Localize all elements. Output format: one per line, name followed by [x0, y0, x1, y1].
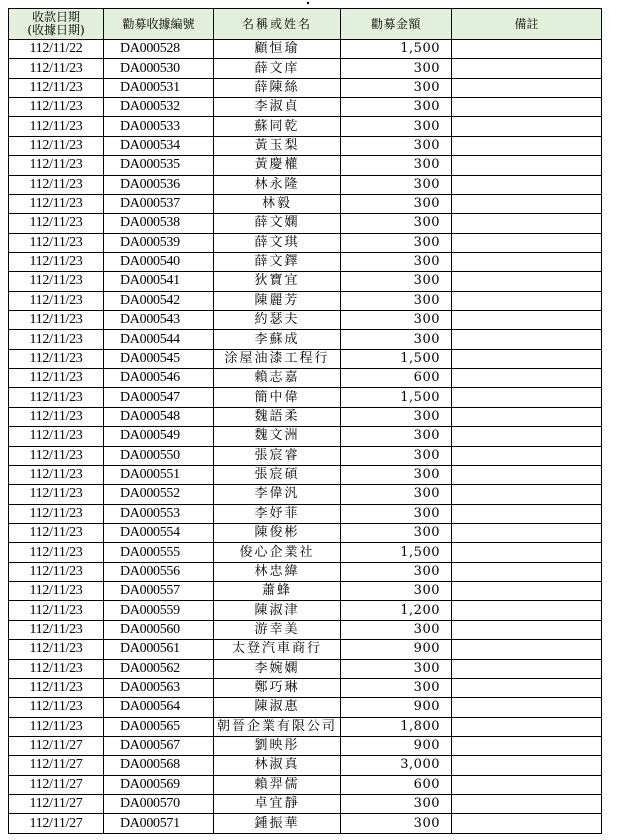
table-body: [9, 40, 602, 834]
cell-note: [452, 40, 602, 59]
cell-receipt-no: DA000530: [104, 59, 214, 78]
cell-note: [452, 523, 602, 542]
cell-receipt-no: DA000567: [104, 736, 214, 755]
cell-receipt-no: DA000538: [104, 214, 214, 233]
cell-receipt-no: DA000557: [104, 582, 214, 601]
cell-name: 游幸美: [214, 620, 341, 639]
table-row: [9, 369, 602, 388]
cell-receipt-no: DA000534: [104, 136, 214, 155]
cell-amount: 300: [341, 620, 452, 639]
cell-amount: 300: [341, 78, 452, 97]
cell-note: [452, 814, 602, 833]
table-row: [9, 349, 602, 368]
table-row: [9, 601, 602, 620]
header-note: 備註: [452, 9, 602, 40]
table-header: [9, 9, 602, 40]
table-row: [9, 562, 602, 581]
cell-receipt-no: DA000563: [104, 678, 214, 697]
cell-date: 112/11/23: [9, 543, 104, 562]
table-row: [9, 795, 602, 814]
cell-date: 112/11/23: [9, 272, 104, 291]
table-row: [9, 620, 602, 639]
table-row: [9, 98, 602, 117]
cell-amount: 300: [341, 407, 452, 426]
cell-receipt-no: DA000565: [104, 717, 214, 736]
cell-receipt-no: DA000537: [104, 194, 214, 213]
cell-note: [452, 388, 602, 407]
table-row: [9, 388, 602, 407]
table-row: [9, 291, 602, 310]
cell-name: 顧恒瑜: [214, 40, 341, 59]
cell-date: 112/11/23: [9, 233, 104, 252]
cell-amount: 300: [341, 465, 452, 484]
cell-name: 李淑貞: [214, 98, 341, 117]
cell-date: 112/11/23: [9, 465, 104, 484]
cell-name: 俊心企業社: [214, 543, 341, 562]
cell-name: 魏語柔: [214, 407, 341, 426]
table-row: [9, 543, 602, 562]
cell-name: 魏文洲: [214, 427, 341, 446]
cell-receipt-no: DA000542: [104, 291, 214, 310]
table-row: [9, 523, 602, 542]
table-row: [9, 194, 602, 213]
cell-note: [452, 465, 602, 484]
cell-receipt-no: DA000552: [104, 485, 214, 504]
cell-receipt-no: DA000561: [104, 640, 214, 659]
cell-receipt-no: DA000550: [104, 446, 214, 465]
cell-date: 112/11/23: [9, 59, 104, 78]
cell-amount: 300: [341, 214, 452, 233]
cell-receipt-no: DA000571: [104, 814, 214, 833]
cell-amount: 300: [341, 659, 452, 678]
cell-note: [452, 543, 602, 562]
cell-note: [452, 582, 602, 601]
cell-name: 陳淑惠: [214, 698, 341, 717]
cell-date: 112/11/27: [9, 795, 104, 814]
table-row: [9, 330, 602, 349]
stray-dot: [307, 2, 309, 4]
header-amount: 勸募金額: [341, 9, 452, 40]
cell-date: 112/11/23: [9, 252, 104, 271]
cell-name: 涂屋油漆工程行: [214, 349, 341, 368]
cell-date: 112/11/23: [9, 640, 104, 659]
cell-note: [452, 717, 602, 736]
cell-date: 112/11/23: [9, 175, 104, 194]
cell-name: 李妤菲: [214, 504, 341, 523]
cell-amount: 600: [341, 369, 452, 388]
cell-date: 112/11/27: [9, 756, 104, 775]
cell-note: [452, 272, 602, 291]
cell-date: 112/11/23: [9, 601, 104, 620]
cell-note: [452, 504, 602, 523]
cell-date: 112/11/23: [9, 717, 104, 736]
cell-amount: 900: [341, 640, 452, 659]
cell-amount: 300: [341, 156, 452, 175]
cell-note: [452, 291, 602, 310]
table-row: [9, 736, 602, 755]
cell-name: 約瑟夫: [214, 311, 341, 330]
cell-date: 112/11/23: [9, 78, 104, 97]
cell-date: 112/11/23: [9, 311, 104, 330]
cell-receipt-no: DA000528: [104, 40, 214, 59]
cell-receipt-no: DA000535: [104, 156, 214, 175]
cell-amount: 300: [341, 311, 452, 330]
cell-note: [452, 194, 602, 213]
cell-note: [452, 446, 602, 465]
cell-amount: 300: [341, 175, 452, 194]
table-row: [9, 756, 602, 775]
cell-note: [452, 214, 602, 233]
cell-note: [452, 156, 602, 175]
cell-note: [452, 427, 602, 446]
cell-amount: 1,200: [341, 601, 452, 620]
cell-note: [452, 775, 602, 794]
table-row: [9, 698, 602, 717]
table-row: [9, 446, 602, 465]
cell-date: 112/11/23: [9, 562, 104, 581]
cell-date: 112/11/23: [9, 388, 104, 407]
cell-receipt-no: DA000554: [104, 523, 214, 542]
cell-note: [452, 562, 602, 581]
table-row: [9, 156, 602, 175]
cell-name: 太登汽車商行: [214, 640, 341, 659]
cell-receipt-no: DA000569: [104, 775, 214, 794]
cell-amount: 3,000: [341, 756, 452, 775]
cell-receipt-no: DA000544: [104, 330, 214, 349]
cell-receipt-no: DA000560: [104, 620, 214, 639]
table-row: [9, 582, 602, 601]
cell-receipt-no: DA000531: [104, 78, 214, 97]
cell-date: 112/11/23: [9, 620, 104, 639]
header-date-line2: (收據日期): [27, 23, 85, 37]
cell-amount: 1,500: [341, 349, 452, 368]
cell-date: 112/11/22: [9, 40, 104, 59]
table-row: [9, 678, 602, 697]
cell-date: 112/11/23: [9, 582, 104, 601]
cell-note: [452, 117, 602, 136]
cell-receipt-no: DA000553: [104, 504, 214, 523]
table-row: [9, 814, 602, 833]
cell-name: 薛文鐸: [214, 252, 341, 271]
cell-receipt-no: DA000555: [104, 543, 214, 562]
cell-note: [452, 698, 602, 717]
table-row: [9, 136, 602, 155]
cell-amount: 900: [341, 698, 452, 717]
cell-receipt-no: DA000564: [104, 698, 214, 717]
cell-amount: 300: [341, 485, 452, 504]
cell-date: 112/11/27: [9, 814, 104, 833]
cell-amount: 300: [341, 446, 452, 465]
cell-name: 張宸睿: [214, 446, 341, 465]
cell-date: 112/11/23: [9, 291, 104, 310]
cell-date: 112/11/23: [9, 194, 104, 213]
cell-receipt-no: DA000546: [104, 369, 214, 388]
cell-receipt-no: DA000547: [104, 388, 214, 407]
cell-note: [452, 485, 602, 504]
cell-amount: 300: [341, 272, 452, 291]
cell-date: 112/11/23: [9, 407, 104, 426]
cell-receipt-no: DA000556: [104, 562, 214, 581]
cell-note: [452, 233, 602, 252]
cell-amount: 900: [341, 736, 452, 755]
cell-name: 林永隆: [214, 175, 341, 194]
table-row: [9, 640, 602, 659]
cell-date: 112/11/23: [9, 214, 104, 233]
cell-name: 陳俊彬: [214, 523, 341, 542]
cell-date: 112/11/23: [9, 349, 104, 368]
table-row: [9, 427, 602, 446]
cell-name: 陳淑津: [214, 601, 341, 620]
cell-name: 鍾振華: [214, 814, 341, 833]
cell-amount: 300: [341, 523, 452, 542]
cell-amount: 300: [341, 233, 452, 252]
cell-name: 李婉嫻: [214, 659, 341, 678]
cell-receipt-no: DA000533: [104, 117, 214, 136]
cell-name: 劉映彤: [214, 736, 341, 755]
cell-receipt-no: DA000568: [104, 756, 214, 775]
cell-receipt-no: DA000545: [104, 349, 214, 368]
cell-note: [452, 659, 602, 678]
cell-amount: 1,800: [341, 717, 452, 736]
cell-receipt-no: DA000548: [104, 407, 214, 426]
cell-receipt-no: DA000543: [104, 311, 214, 330]
table-row: [9, 272, 602, 291]
table-row: [9, 252, 602, 271]
cell-amount: 300: [341, 136, 452, 155]
table-row: [9, 465, 602, 484]
table-row: [9, 233, 602, 252]
table-row: [9, 214, 602, 233]
cell-name: 黃慶權: [214, 156, 341, 175]
cell-note: [452, 98, 602, 117]
cell-date: 112/11/23: [9, 485, 104, 504]
table-row: [9, 659, 602, 678]
cell-note: [452, 601, 602, 620]
cell-name: 林忠緯: [214, 562, 341, 581]
cell-amount: 300: [341, 795, 452, 814]
cell-name: 薛文庠: [214, 59, 341, 78]
cell-amount: 300: [341, 98, 452, 117]
cell-name: 林毅: [214, 194, 341, 213]
table-row: [9, 311, 602, 330]
table-row: [9, 717, 602, 736]
cell-name: 薛文嫻: [214, 214, 341, 233]
cell-receipt-no: DA000539: [104, 233, 214, 252]
cell-date: 112/11/23: [9, 446, 104, 465]
table-row: [9, 775, 602, 794]
cell-note: [452, 678, 602, 697]
cell-note: [452, 175, 602, 194]
table-row: [9, 485, 602, 504]
cell-name: 黃玉梨: [214, 136, 341, 155]
table-row: [9, 117, 602, 136]
cell-amount: 300: [341, 814, 452, 833]
cell-name: 蕭蜂: [214, 582, 341, 601]
header-row: [9, 9, 602, 40]
table-row: [9, 78, 602, 97]
cell-note: [452, 640, 602, 659]
cell-date: 112/11/23: [9, 504, 104, 523]
cell-amount: 1,500: [341, 388, 452, 407]
cell-name: 蘇同乾: [214, 117, 341, 136]
cell-date: 112/11/23: [9, 678, 104, 697]
cell-note: [452, 330, 602, 349]
cell-amount: 300: [341, 504, 452, 523]
cell-note: [452, 349, 602, 368]
cell-date: 112/11/23: [9, 330, 104, 349]
cell-note: [452, 311, 602, 330]
cell-amount: 1,500: [341, 40, 452, 59]
cell-receipt-no: DA000540: [104, 252, 214, 271]
header-receipt-no: 勸募收據編號: [104, 9, 214, 40]
cell-name: 陳麗芳: [214, 291, 341, 310]
cell-date: 112/11/23: [9, 117, 104, 136]
header-name: 名稱或姓名: [214, 9, 341, 40]
cell-date: 112/11/23: [9, 523, 104, 542]
cell-note: [452, 407, 602, 426]
cell-name: 朝晉企業有限公司: [214, 717, 341, 736]
cell-amount: 300: [341, 194, 452, 213]
cell-amount: 300: [341, 427, 452, 446]
cell-note: [452, 78, 602, 97]
cell-date: 112/11/23: [9, 427, 104, 446]
cell-date: 112/11/23: [9, 369, 104, 388]
cell-receipt-no: DA000532: [104, 98, 214, 117]
donation-table: [8, 8, 602, 834]
cell-name: 賴志嘉: [214, 369, 341, 388]
cell-name: 簡中偉: [214, 388, 341, 407]
cell-note: [452, 369, 602, 388]
cell-note: [452, 59, 602, 78]
cell-amount: 300: [341, 582, 452, 601]
table-row: [9, 40, 602, 59]
table-row: [9, 175, 602, 194]
cell-note: [452, 795, 602, 814]
table-row: [9, 504, 602, 523]
cell-date: 112/11/23: [9, 136, 104, 155]
cell-receipt-no: DA000541: [104, 272, 214, 291]
table-row: [9, 407, 602, 426]
cell-date: 112/11/27: [9, 775, 104, 794]
cell-receipt-no: DA000549: [104, 427, 214, 446]
cell-name: 林淑真: [214, 756, 341, 775]
cell-name: 李蘇成: [214, 330, 341, 349]
cell-amount: 300: [341, 291, 452, 310]
cell-name: 李偉汎: [214, 485, 341, 504]
cell-amount: 300: [341, 59, 452, 78]
cell-name: 薛陳絲: [214, 78, 341, 97]
cell-amount: 300: [341, 330, 452, 349]
cell-note: [452, 252, 602, 271]
cell-note: [452, 620, 602, 639]
cell-note: [452, 756, 602, 775]
cell-amount: 300: [341, 117, 452, 136]
cell-name: 卓宜靜: [214, 795, 341, 814]
cell-amount: 300: [341, 252, 452, 271]
cell-name: 賴羿儒: [214, 775, 341, 794]
cell-receipt-no: DA000559: [104, 601, 214, 620]
cell-amount: 1,500: [341, 543, 452, 562]
cell-note: [452, 736, 602, 755]
cell-amount: 600: [341, 775, 452, 794]
cell-receipt-no: DA000536: [104, 175, 214, 194]
cell-receipt-no: DA000570: [104, 795, 214, 814]
cell-receipt-no: DA000562: [104, 659, 214, 678]
header-date-line1: 收款日期: [31, 10, 80, 24]
header-date: [9, 9, 104, 40]
cell-name: 狄寶宜: [214, 272, 341, 291]
cell-date: 112/11/23: [9, 156, 104, 175]
cell-date: 112/11/23: [9, 98, 104, 117]
cell-name: 鄭巧琳: [214, 678, 341, 697]
cell-receipt-no: DA000551: [104, 465, 214, 484]
table-row: [9, 59, 602, 78]
cell-name: 薛文琪: [214, 233, 341, 252]
cell-note: [452, 136, 602, 155]
cell-date: 112/11/23: [9, 698, 104, 717]
cell-date: 112/11/23: [9, 659, 104, 678]
cell-amount: 300: [341, 562, 452, 581]
cell-name: 張宸碩: [214, 465, 341, 484]
cell-amount: 300: [341, 678, 452, 697]
cell-date: 112/11/27: [9, 736, 104, 755]
